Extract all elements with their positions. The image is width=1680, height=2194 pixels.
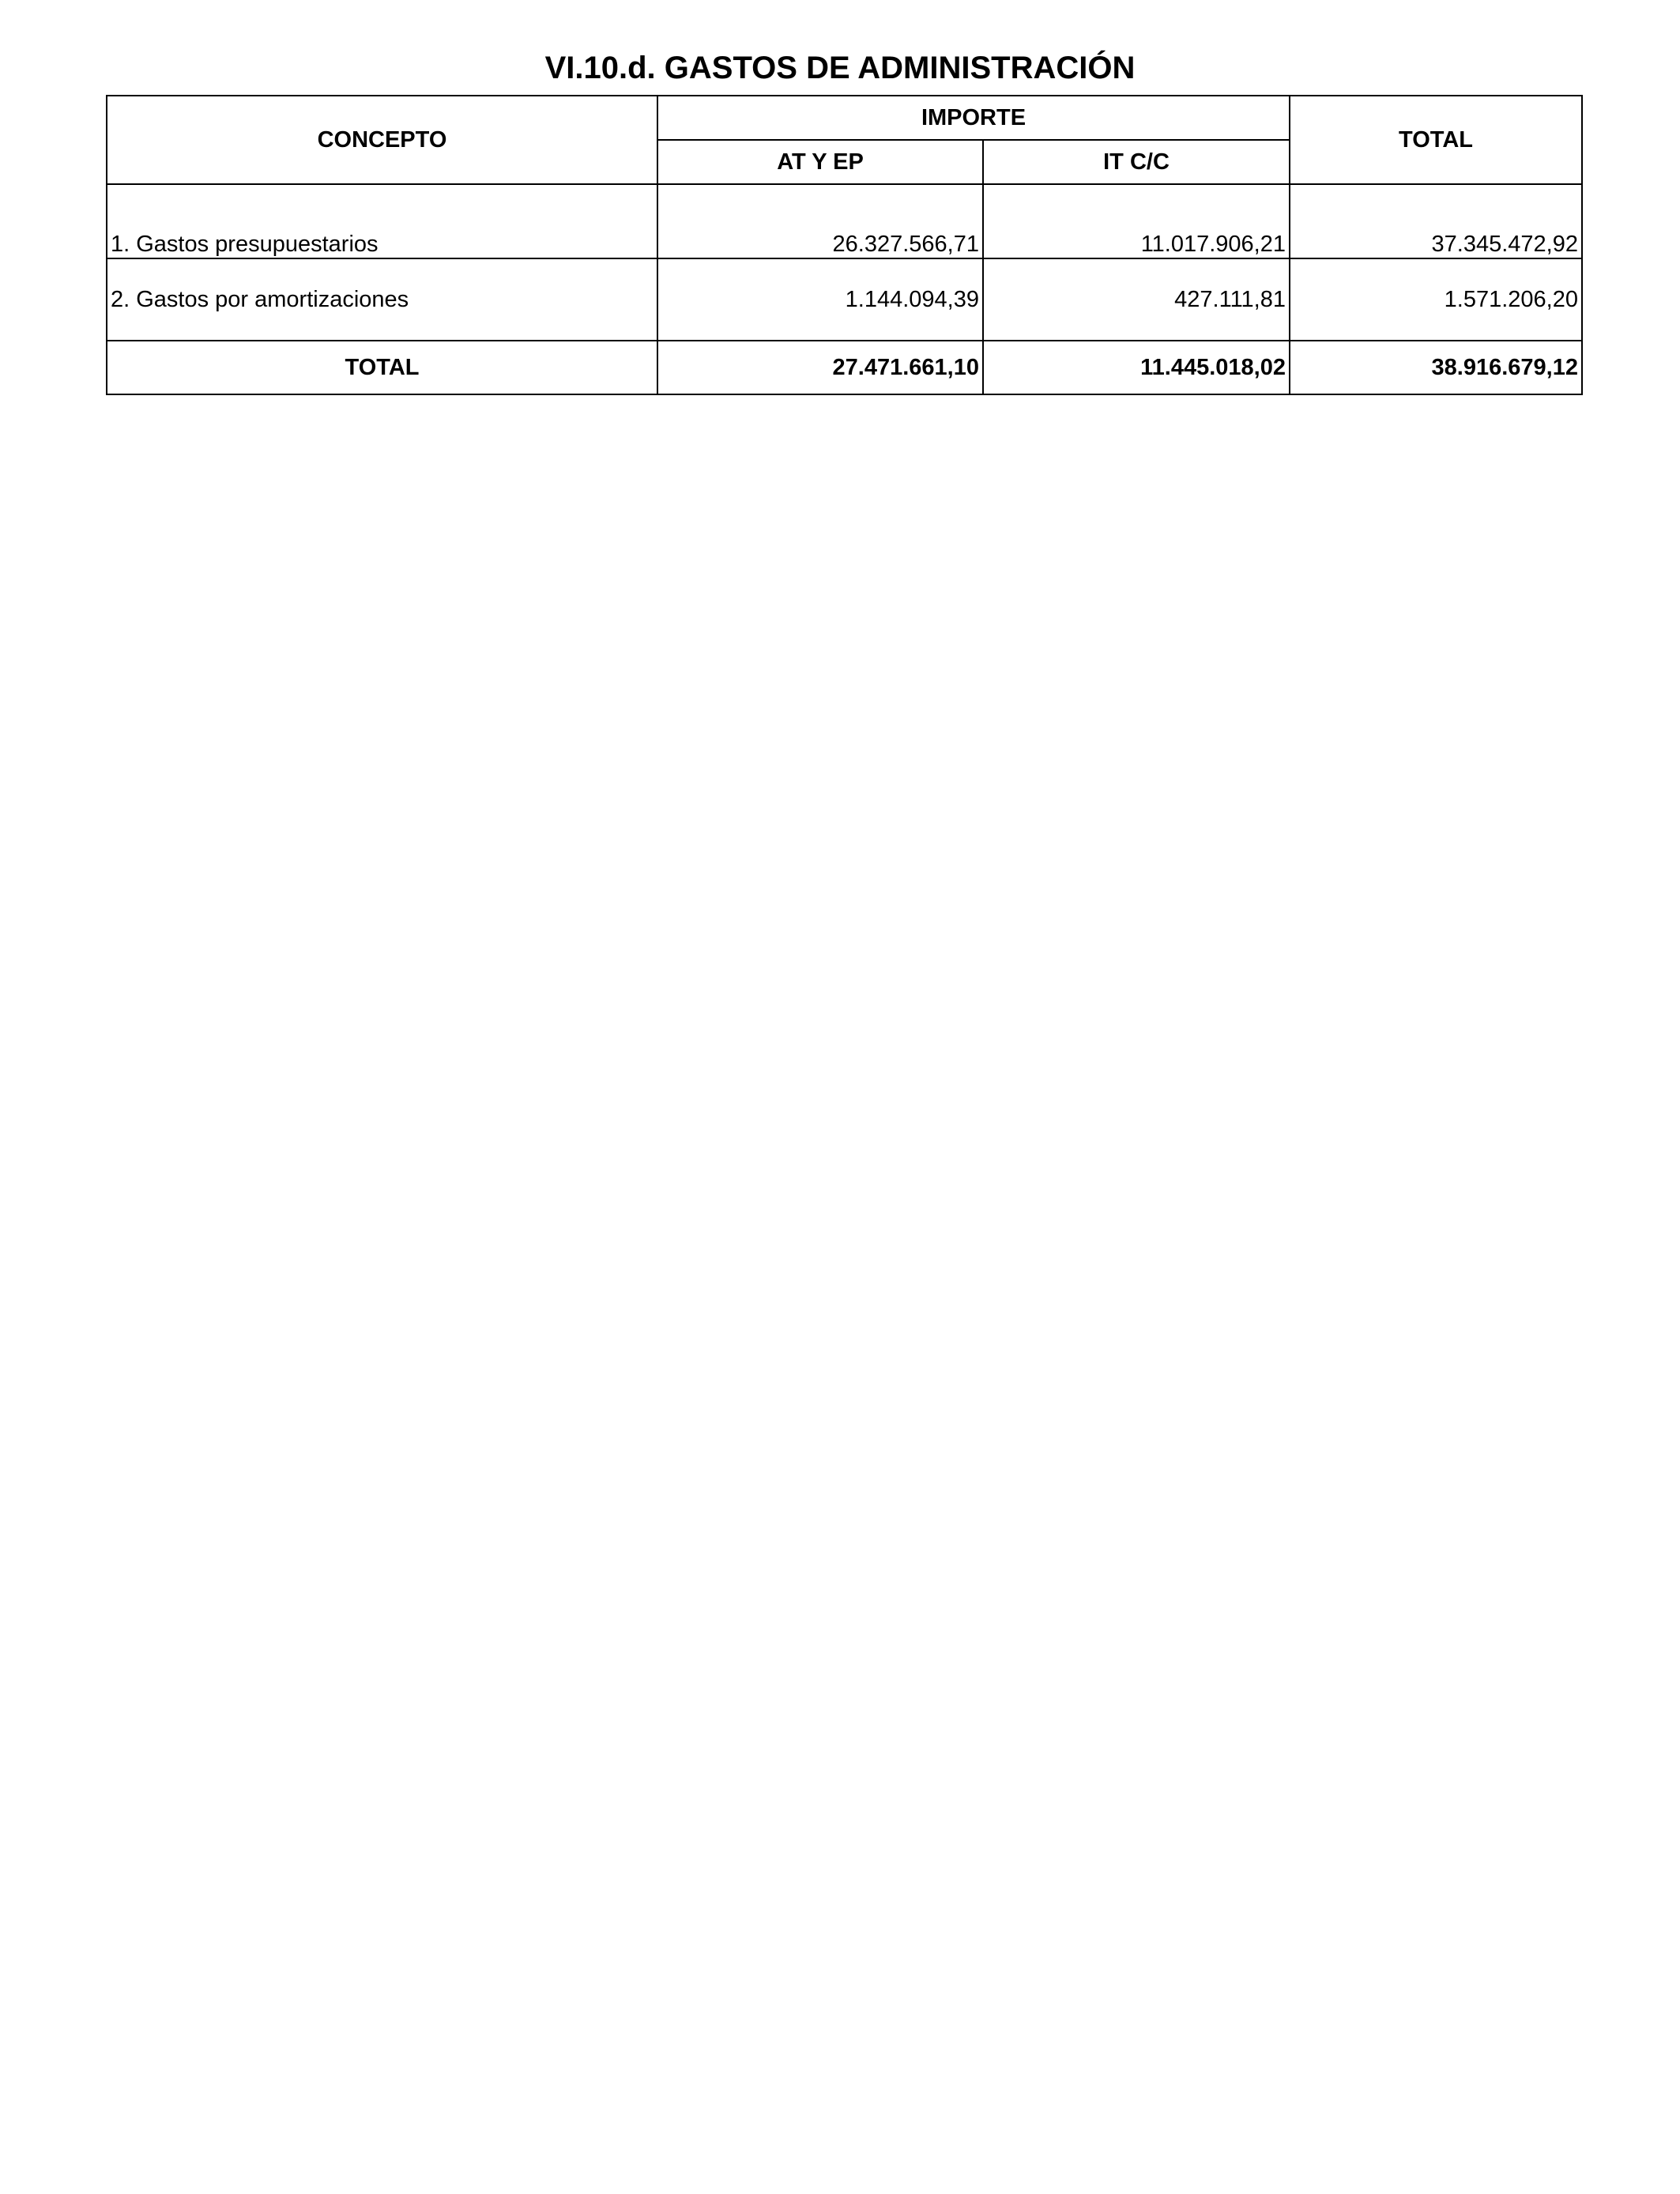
row-at-y-ep: 1.144.094,39 [657, 258, 983, 341]
page-title: VI.10.d. GASTOS DE ADMINISTRACIÓN [544, 51, 1136, 85]
header-total: TOTAL [1290, 96, 1582, 184]
row-concepto: 1. Gastos presupuestarios [107, 184, 657, 258]
totals-row [107, 341, 1582, 394]
row-total: 1.571.206,20 [1290, 258, 1582, 341]
totals-label: TOTAL [107, 341, 657, 394]
totals-total: 38.916.679,12 [1290, 341, 1582, 394]
row-at-y-ep: 26.327.566,71 [657, 184, 983, 258]
row-it-cc: 427.111,81 [983, 258, 1290, 341]
header-row [107, 96, 1582, 140]
gastos-administracion-table [106, 95, 1583, 395]
totals-it-cc: 11.445.018,02 [983, 341, 1290, 394]
header-importe: IMPORTE [657, 96, 1290, 140]
header-concepto: CONCEPTO [107, 96, 657, 184]
table-row [107, 184, 1582, 258]
table-row [107, 258, 1582, 341]
header-at-y-ep: AT Y EP [657, 140, 983, 184]
header-it-cc: IT C/C [983, 140, 1290, 184]
row-total: 37.345.472,92 [1290, 184, 1582, 258]
row-it-cc: 11.017.906,21 [983, 184, 1290, 258]
totals-at-y-ep: 27.471.661,10 [657, 341, 983, 394]
row-concepto: 2. Gastos por amortizaciones [107, 258, 657, 341]
